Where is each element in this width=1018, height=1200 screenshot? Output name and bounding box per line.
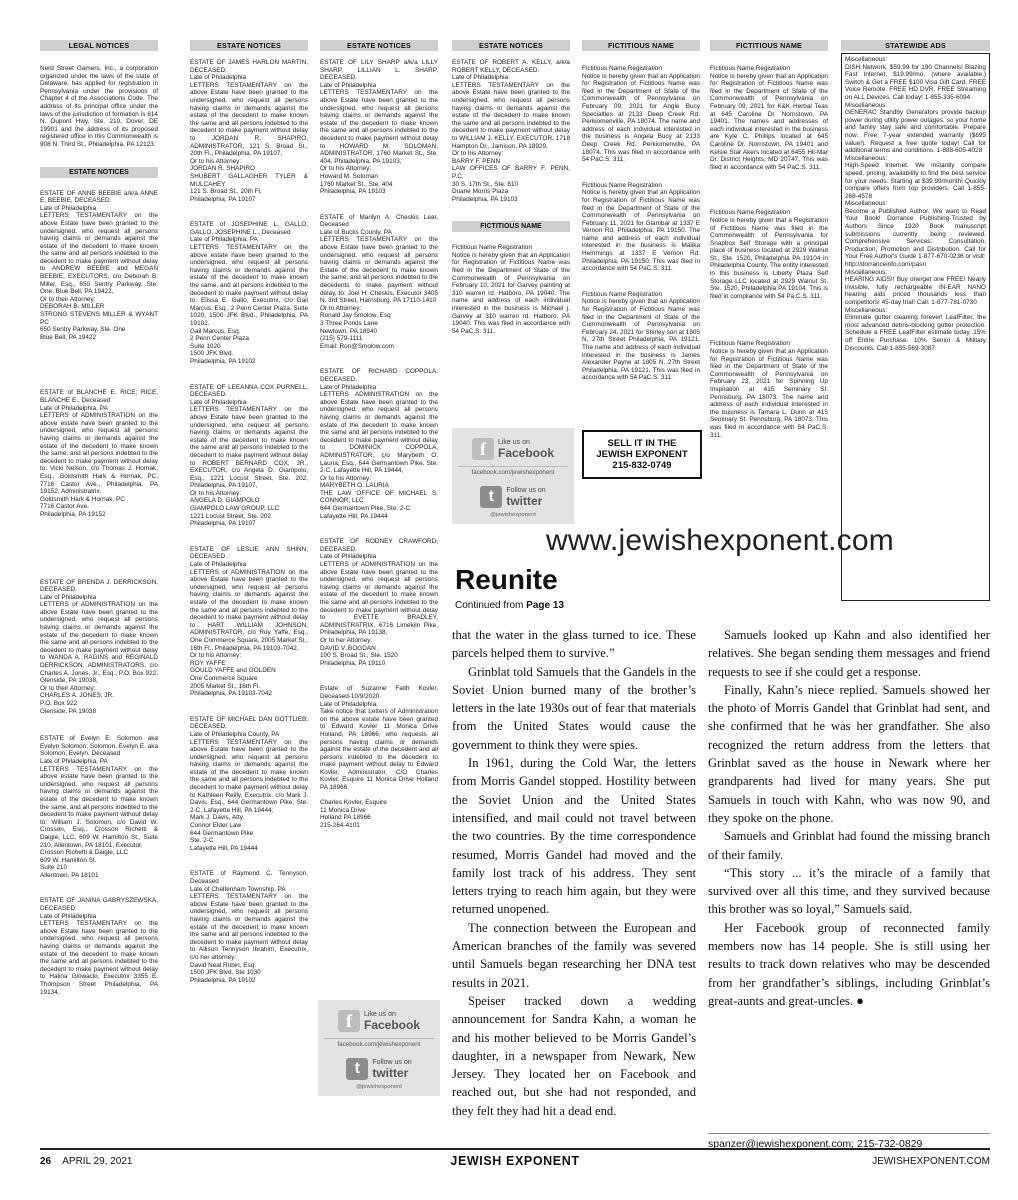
article-paragraph: In 1961, during the Cold War, the letters from Morris Gandel stopped. Hostility between the Soviet Union and the United States intensified, and mail could not travel between the two countries. By the time correspondence resumed, Morris Gandel had moved and the family lost track of his address. They sent letters trying to reach him again, but they were returned unopened. bbox=[452, 756, 696, 917]
estate-notice: ESTATE of Raymond C. Tennyson, Deceased Late of Cheltenham Township, PA LETTERS TESTAMENTARY on the above Estate have been granted to the undersigned, who request all persons having claims or demands against the estate of the decedent to make known the same and all persons indebted to the decedent to make payment without delay to Allison Tennyson Ibrahim, Executrix, c/o her attorney: David Neal Rubin, Esq. 1500 JFK Blvd. Ste 1030 Philadelphia, PA 19102 bbox=[190, 870, 308, 984]
estate-notice: ESTATE OF ROBERT A. KELLY, a/k/a ROBERT KELLY, DECEASED. Late of Philadelphia LETTERS TESTAMENTARY on the above Estate have been granted to the undersigned, who request all persons having claims or demands against the estate of the decedent to make known the same and all persons indebted to the decedent to make payment without delay to WILLIAM J. KELLY, EXECUTOR, 1718 Hampton Dr., Jamison, PA 18929, Or to his Attorney: BARRY F. PENN LAW OFFICES OF BARRY F. PENN, P.C. 30 S. 17th St., Ste. 810 Duane Morris Plaza Philadelphia, PA 19103 bbox=[452, 59, 570, 203]
statewide-ads-box bbox=[841, 53, 990, 601]
twitter-icon: t bbox=[346, 1058, 368, 1080]
estate-notice: ESTATE OF BRENDA J. DERRICKSON, DECEASED. Late of Philadelphia LETTERS of ADMINISTRATION on the above Estate have been granted to the undersigned, who request all persons having claims or demands against the estate of the decedent to make known the same and all persons indebted to the decedent to make payment without delay to WANDA A. RAGINS and REGINALD DERRICKSON, ADMINISTRATORS, c/o Charles A. Jones, Jr., Esq., P.O. Box 922, Glenside, PA 19038, Or to their Attorney: CHARLES A. JONES, JR. P.O. Box 922 Glenside, PA 19038 bbox=[40, 578, 158, 715]
statewide-ads-header: STATEWIDE ADS bbox=[841, 40, 990, 51]
fictitious-name-subheader: FICTITIOUS NAME bbox=[452, 221, 570, 232]
estate-notice: ESTATE of JOSEPHINE L. GALLO; GALLO, JOSEPHINE L., Deceased Late of Philadelphia, PA LETTERS TESTAMENTARY on the above estate have been granted to the undersigned, who request all persons having claims or demands against the estate of the decedent to make known the same, and all persons indebted to the decedent to make payment without delay to: Elissa E. Gallo, Executrix, c/o Gail Marcus, Esq., 2 Penn Center Plaza, Suite 1020, 1500 JFK Blvd., Philadelphia, PA 19102. Gail Marcus, Esq. 2 Penn Center Plaza Suite 1020 1500 JFK Blvd. Philadelphia, PA 19102 bbox=[190, 221, 308, 365]
twitter-label: twitter bbox=[506, 494, 543, 508]
like-us-label: Like us on bbox=[363, 1011, 396, 1018]
page-footer bbox=[40, 1148, 990, 1170]
twitter-promo[interactable] bbox=[458, 482, 568, 512]
follow-us-label: Follow us on bbox=[372, 1059, 412, 1066]
fictitious-notice: Fictitious Name Registration Notice is hereby given that an Application for Registration of Fictitious Name was filed in the Department of State of the Commonwealth of Pennsylvania on February 09, 2021 for K&K Herbal Teas at 645 Caroline Dr. Norristown, PA 19401. The names and addresses of each individual interested in the business are Kyle C. Phillips located at 645 Caroline Dr. Norristown, PA 19401 and Kelsie Star Akers located at 6455 Hil-Mar Dr. District Heights, MD 20747. This was filed in accordance with 54 PaC.S. 311. bbox=[710, 65, 828, 171]
article-paragraph: Speiser tracked down a wedding announcement for Sandra Kahn, a woman he and his mother believed to be Morris Gandel’s daughter, in a newspaper from Newark, New Jersey. They located her on Facebook and reached out, but she had not responded, and they felt they had hit a dead end. bbox=[452, 993, 696, 1118]
article-paragraph: that the water in the glass turned to ice. These parcels helped them to survive.” bbox=[452, 628, 696, 661]
fictitious-notice: Fictitious Name Registration Notice is hereby given that a Registration of Fictitious Name was filed in the Commonwealth of Pennsylvania for Snapbox Self Storage with a principal place of business located at 2929 Walnut St., Ste. 1520, Philadelphia PA 19104 in Philadelphia County. The entity interested in this business is Liberty Plaza Self Storage LLC located at 2929 Walnut St. Ste. 1520, Philadelphia PA 19104. This is filed in compliance with 54 Pa.C.S. 311. bbox=[710, 209, 828, 300]
social-ad bbox=[318, 1000, 440, 1096]
sell-line-2: JEWISH EXPONENT bbox=[596, 449, 688, 460]
column-legal bbox=[40, 40, 158, 1014]
article-column-right bbox=[708, 626, 990, 1010]
issue-date: APRIL 29, 2021 bbox=[62, 1156, 133, 1167]
social-ad bbox=[452, 428, 574, 524]
estate-notices-header: ESTATE NOTICES bbox=[190, 40, 308, 51]
article-paragraph: Grinblat told Samuels that the Gandels in the Soviet Union burned many of the brother’s letters in the late 1930s out of fear that materials from the United States would cause the government to think they were spies. bbox=[452, 664, 696, 752]
estate-notice: ESTATE OF LILY SHARP a/k/a LILLY SHARP, LILLIAN L. SHARP, DECEASED. Late of Philadelphia LETTERS TESTAMENTARY on the above Estate have been granted to the undersigned, who request all persons having claims or demands against the estate of the decedent to make known the same and all persons indebted to the decedent to make payment without delay to HOWARD M. SOLOMAN, ADMINISTRATOR, 1760 Market St., Ste. 404, Philadelphia, PA 19103, Or to his Attorney: Howard M. Soloman 1760 Market St., Ste. 404 Philadelphia, PA 19103 bbox=[320, 59, 438, 196]
twitter-icon: t bbox=[480, 486, 502, 508]
fictitious-notice: Fictitious Name Registration Notice is hereby given that an Application for Registration of Fictitious Name was filed in the Department of State of the Commonwealth of Pennsylvania on February 23, 2021 for Spinning Up Inspiration at 415 Seminary St. Pennsburg, PA 18073. The name and address of each individual interested in the business is Tamara L. Dunn at 415 Seminary St. Pennsburg, PA 18073. This was filed in accordance with 54 PaC.S. 311. bbox=[710, 340, 828, 439]
estate-notice: ESTATE of Marilyn A. Cheskis Lear, Deceased Late of Bucks County, PA LETTERS TESTAMENTARY on the above Estate have been granted to the undersigned, who request all persons having claims or demands against the Estate of the decedent to make known the same, and all persons indebted to the decedents to make payment without delay, to: Joel H. Cheskis, Executor 3405 N. 3rd Street, Harrisburg, PA 17110-1410 Or to Attorney: Ronald Jay Smolow, Esq 3 Three Ponds Lane Newtown, PA 18940 (215) 579-1111 Email: Ron@Smolow.com bbox=[320, 213, 438, 350]
column-fictitious-5 bbox=[582, 40, 700, 400]
estate-notice: ESTATE OF JAMES HARLON MARTIN, DECEASED. Late of Philadelphia LETTERS TESTAMENTARY on the above Estate have been granted to the undersigned, who request all persons having claims or demands against the estate of the decedent to make known the same and all persons indebted to the decedent to make payment without delay to JORDAN R. SHAPIRO, ADMINISTRATOR, 121 S. Broad St., 20th Fl., Philadelphia, PA 19107, Or to his Attorney: JORDAN R. SHAPIRO SHUBERT GALLAGHER TYLER & MULCAHEY 121 S. Broad St., 20th Fl. Philadelphia, PA 19107 bbox=[190, 59, 308, 203]
masthead: JEWISH EXPONENT bbox=[450, 1154, 580, 1168]
continued-page: Page 13 bbox=[526, 600, 564, 611]
continued-prefix: Continued from bbox=[455, 600, 527, 611]
column-estate-4 bbox=[452, 40, 570, 353]
column-estate-2 bbox=[190, 40, 308, 1002]
footer-site[interactable]: JEWISHEXPONENT.COM bbox=[872, 1156, 990, 1167]
estate-notices-subheader: ESTATE NOTICES bbox=[40, 167, 158, 178]
article-paragraph: The connection between the European and American branches of the family was severed until Samuels began researching her DNA test results in 2021. bbox=[452, 920, 696, 990]
facebook-promo[interactable] bbox=[324, 1006, 434, 1036]
twitter-handle[interactable]: @jewishexponent bbox=[490, 512, 536, 518]
twitter-promo[interactable] bbox=[324, 1054, 434, 1084]
twitter-label: twitter bbox=[372, 1066, 409, 1080]
estate-notice: ESTATE of Evelyn E. Solomon aka Evelyn Solomon; Solomon, Evelyn E. aka Solomon, Evelyn, Deceased Late of Philadelphia, PA LETTERS TESTAMENTARY on the above estate have been granted to the undersigned, who request all persons having claims or demands against the estate of the decedent to make known the same, and all persons indebted to the decedent to make payment without delay to: William J. Solomon, c/o David W. Crosson, Esq., Crosson Richetti & Daigle, LLC, 609 W. Hamilton St., Suite 210, Allentown, PA 18101, Executor. Crosson Richetti & Daigle, LLC 609 W. Hamilton St. Suite 210 Allentown, PA 18101 bbox=[40, 735, 158, 879]
fictitious-name-header: FICTITIOUS NAME bbox=[710, 40, 828, 51]
follow-us-label: Follow us on bbox=[506, 487, 546, 494]
estate-notices-header: ESTATE NOTICES bbox=[320, 40, 438, 51]
estate-notice: ESTATE OF MICHAEL DAN GOTTLIEB, DECEASED. Late of Philadelphia County, PA LETTERS TESTAMENTARY on the above Estate have been granted to the undersigned, who request all persons having claims or demands against the estate of the decedent to make known the same and all persons indebted to the decedent to make payment without delay to Kathleen Reilly, Executrix, c/o Mark J. Davis, Esq., 644 Germantown Pike, Ste. 2-C, Lafayette Hill, PA 19444; Mark J. Davis, Atty. Connor Elder Law 644 Germantown Pike Ste. 2-C Lafayette Hill, PA 19444 bbox=[190, 715, 308, 852]
estate-notice: ESTATE OF ANNE BEEBIE a/k/a ANNE E. BEEBIE, DECEASED. Late of Philadelphia LETTERS TESTAMENTARY on the above Estate have been granted to the undersigned, who request all persons having claims or demands against the estate of the decedent to make known the same and all persons indebted to the decedent to make payment without delay to ANDREW BEEBIE and MEGAN BEEBIE, EXECUTORS, c/o Deborah B. Miller, Esq., 650 Sentry Parkway, Ste. One, Blue Bell, PA 19422, Or to their Attorney: DEBORAH B. MILLER STRONG STEVENS MILLER & WYANT PC 650 Sentry Parkway, Ste. One Blue Bell, PA 19422 bbox=[40, 189, 158, 341]
column-estate-3 bbox=[320, 40, 438, 848]
facebook-url[interactable]: facebook.com/jewishexponent bbox=[324, 1038, 434, 1048]
facebook-promo[interactable] bbox=[458, 434, 568, 464]
continued-from bbox=[455, 600, 564, 611]
sell-line-1: SELL IT IN THE bbox=[607, 438, 677, 449]
sell-phone[interactable]: 215-832-0749 bbox=[612, 460, 672, 471]
like-us-label: Like us on bbox=[497, 439, 530, 446]
article-paragraph: Her Facebook group of reconnected family members now has 14 people. She is still using her results to track down relatives who may be descended from her grandfather’s siblings, including Grinblat’s great-aunts and great-uncles. ● bbox=[708, 920, 990, 1008]
facebook-icon: f bbox=[338, 1010, 360, 1032]
twitter-handle[interactable]: @jewishexponent bbox=[356, 1084, 402, 1090]
article-paragraph: Finally, Kahn’s niece replied. Samuels showed her the photo of Morris Gandel that Grinblat had sent, and she confirmed that he was her grandfather. She also recognized the return address from the letters that Grinblat saved as the house in Newark where her grandparents had lived for many years. She put Samuels in touch with Kahn, who was now 90, and they spoke on the phone. bbox=[708, 682, 990, 825]
fictitious-notice: Fictitious Name Registration Notice is hereby given that an Application for Registration of Fictitious Name was filed in the Department of State of the Commonwealth of Pennsylvania on February 10, 2021 for Garvey painting at 310 warren rd. Hatboro, PA 19040. The name and address of each individual interested in the business is Michael j. Garvey at 310 warren rd. Hatboro, PA 19040. This was filed in accordance with 54 PaC.S. 311. bbox=[452, 244, 570, 335]
facebook-url[interactable]: facebook.com/jewishexponent bbox=[458, 466, 568, 476]
estate-notice: ESTATE of BLANCHE E. RICE; RICE, BLANCHE E., Deceased Late of Philadelphia, PA LETTERS of ADMINISTRATION on the above estate have been granted to the undersigned, who request all persons having claims or demands against the estate of the decedent to make known the same, and all persons indebted to the decedent to make payment without delay to: Vicki Nelson, c/o Thomas J. Hornak, Esq., Goldsmith Hark & Hornak, PC, 7716 Castor Ave., Philadelphia, PA 19152, Administratrix. Goldsmith Hark & Hornak, PC 7716 Castor Ave. Philadelphia, PA 19152 bbox=[40, 389, 158, 518]
sell-it-ad bbox=[582, 430, 702, 479]
estate-notice: ESTATE OF LESLIE ANN SHINN, DECEASED. Late of Philadelphia LETTERS of ADMINISTRATION on the above Estate have been granted to the undersigned, who request all persons having claims or demands against the estate of the decedent to make known the same and all persons indebted to the decedent to make payment without delay to HART WILLIAM JOHNSON, ADMINISTRATOR, c/o Roy Yaffe, Esq., One Commerce Square, 2005 Market St., 16th Fl., Philadelphia, PA 19103-7042, Or to his Attorney: ROY YAFFE GOULD YAFFE and GOLDEN One Commerce Square 2005 Market St., 16th Fl. Philadelphia, PA 19103-7042 bbox=[190, 545, 308, 698]
estate-notice: ESTATE OF JANINA GABRYSZEWSKA, DECEASED Late of Philadelphia LETTERS TESTAMENTARY on the above Estate have been granted to the undersigned, who request all persons having claims or demands against the estate of the decedent to make known the same and all persons indebted to the decedent to make payment without delay to Halina Glowacki, Executrix 3355 E. Thompson Street Philadelphia, PA 19134. bbox=[40, 897, 158, 996]
article-title: Reunite bbox=[455, 564, 558, 595]
article-paragraph: Samuels looked up Kahn and also identified her relatives. She began sending them messages and friend requests to see if she could get a response. bbox=[708, 628, 990, 679]
estate-notices-header: ESTATE NOTICES bbox=[452, 40, 570, 51]
website-banner[interactable]: www.jewishexponent.com bbox=[546, 524, 894, 557]
page-number: 26 bbox=[40, 1156, 52, 1167]
facebook-label: Facebook bbox=[497, 446, 554, 460]
fictitious-notice: Fictitious Name Registration Notice is hereby given that an Application for Registration of Fictitious Name was filed in the Department of State of the Commonwealth of Pennsylvania on February 11, 2021 for Glambar at 1337 E Vernon Rd. Philadelphia, PA 19150. The name and address of each individual interested in the business is Malika Hemmings at 1337 E Vernon Rd. Philadelphia, PA 19150. This was filed in accordance with 54 PaC.S. 311. bbox=[582, 181, 700, 273]
estate-notice: ESTATE OF RICHARD COPPOLA, DECEASED. Late of Philadelphia LETTERS ADMINISTRATION on the above Estate have been granted to the undersigned, who request all persons having claims or demands against the estate of the decedent to make known the same and all persons indebted to the decedent to make payment without delay to DOMINICK COPPOLA, ADMINISTRATOR, c/o Marybeth O. Lauria, Esq., 644 Germantown Pike, Ste. 2-C, Lafayette Hill, PA 19444, Or to his Attorney: MARYBETH O. LAURIA THE LAW OFFICE OF MICHAEL S. CONNOR, LLC 644 Germantown Pike, Ste. 2-C Lafayette Hill, PA 19444 bbox=[320, 368, 438, 520]
article-column-left bbox=[452, 626, 696, 1120]
fictitious-notice: Fictitious Name Registration Notice is hereby given that an Application for Registration of Fictitious Name was filed in the Department of State of the Commonwealth of Pennsylvania on February 24, 2021 for Shirley son at 1805 N. 27th Street Philadelphia, PA 19121. The name and address of each individual interested in the business is James Alexander Payne at 1805 N. 27th Street Philadelphia, PA 19121. This was filed in accordance with 54 PaC.S. 311. bbox=[582, 290, 700, 382]
estate-notice: Estate of Suzanne Faith Kovler, Deceased-10/9/2020 Late of Philadelphia. Take notice that Letters of Administration on the above estate have been granted to Edward Kovler 11 Monica Drive Holland, PA 18966, who requests all persons having claims or demands against the estate of the decedent and all persons indebted to the decedent to make payment without delay to Edward Kovler, Administrator, C/O Charles Kovler, Esquire 11 Monica Drive Holland PA 18966. Charles Kovler, Esquire 11 Monica Drive Holland PA 18966 215-264-4101 bbox=[320, 685, 438, 830]
article-paragraph: Samuels and Grinblat had found the missing branch of their family. bbox=[708, 829, 990, 862]
fictitious-name-header: FICTITIOUS NAME bbox=[582, 40, 700, 51]
legal-notices-header: LEGAL NOTICES bbox=[40, 40, 158, 51]
facebook-label: Facebook bbox=[363, 1018, 420, 1032]
estate-notice: ESTATE OF RODNEY CRAWFORD, DECEASED. Late of Philadelphia LETTERS of ADMINISTRATION on the above Estate have been granted to the undersigned, who request all persons having claims or demands against the estate of the decedent to make known the same and all persons indebted to the decedent to make payment without delay to EVETTE BRADLEY, ADMINISTRATRIX, 6716 Limekiln Pike, Philadelphia, PA 19138, Or to her Attorney: DAVID V. BOGDAN 100 S. Broad St., Ste. 1520 Philadelphia, PA 19110 bbox=[320, 538, 438, 667]
fictitious-notice: Fictitious Name Registration Notice is hereby given that an Application for Registration of Fictitious Name was filed in the Department of State of the Commonwealth of Pennsylvania on February 09, 2021 for Angle Bucy Specialties at 2133 Deep Creek Rd. Perkiomenville, PA 18074. The name and address of each individual interested in the business is Angela Bucy at 2133 Deep Creek Rd. Perkiomenville, PA 18074. This was filed in accordance with 54 PaC.S. 311. bbox=[582, 65, 700, 164]
column-fictitious-6 bbox=[710, 40, 828, 457]
facebook-icon: f bbox=[472, 438, 494, 460]
article-paragraph: “This story ... it’s the miracle of a family that survived over all this time, and they survived because this brother was so loyal,” Samuels said. bbox=[708, 865, 990, 917]
legal-notice: Nerd Street Gamers, Inc., a corporation organized under the laws of the state of Delaware, has applied for registration in Pennsylvania under the provisions of Chapter 4 of the Associations Code. The address of its principal office under the laws of the jurisdiction of formation is 614 N. Dupont Hwy, Ste. 210, Dover, DE 19901 and the address of its proposed registered office in this Commonwealth is 908 N. Third St., Philadelphia, PA 12123. bbox=[40, 65, 158, 148]
statewide-ads-text: Miscellaneous: DISH Network. $59.99 for 190 Channels! Blazing Fast Internet, $19.99/mo. (where available.) Switch & Get a FREE $100 Visa Gift Card. FREE Voice Remote. FREE HD DVR. FREE Streaming on ALL Devices. Call today! 1-855-335-6094 Miscellaneous: GENERAC Standby Generators provide backup power during utility power outages, so your home and family stay safe and comfortable. Prepare now. Free 7-year extended warranty ($695 value!). Request a free quote today! Call for additional terms and conditions. 1-888-605-4028 Miscellaneous: High-Speed Internet. We instantly compare speed, pricing, availability to find the best service for your needs. Starting at $39.99/month! Quickly compare offers from top providers. Call 1-855-268-4578 Miscellaneous: Become a Published Author. We want to Read Your Book! Dorrance Publishing-Trusted by Authors Since 1920 Book manuscript submissions currently being reviewed. Comprehensive Services: Consultation, Production, Promotion and Distribution. Call for Your Free Author's Guide 1-877-670-0236 or visit: http://dorranceinfo.com/pasn Miscellaneous: HEARING AIDS!! Buy one/get one FREE! Nearly invisible, fully rechargeable IN-EAR NANO hearing aids priced thousands less than competitors! 45-day trial! Call: 1-877-781-0730 Miscellaneous: Eliminate gutter cleaning forever! LeafFilter, the most advanced debris-blocking gutter protection. Schedule a FREE LeafFilter estimate today. 15% off Entire Purchase. 10% Senior & Military Discounts. Call 1-855-569-3087 bbox=[845, 56, 986, 352]
estate-notice: ESTATE OF LEEANNA COX PURNELL, DECEASED. Late of Philadelphia LETTERS TESTAMENTARY on the above Estate have been granted to the undersigned, who request all persons having claims or demands against the estate of the decedent to make known the same and all persons indebted to the decedent to make payment without delay to ROBERT BERNARD COX, JR., EXECUTOR, c/o Angela D. Giampolo, Esq., 1221 Locust Street, Ste. 202, Philadelphia, PA 19107, Or to his Attorney: ANGELA D. GIAMPOLO GIAMPOLO LAW GROUP, LLC 1221 Locust Street, Ste. 202 Philadelphia, PA 19107 bbox=[190, 383, 308, 528]
author-contact[interactable]: spanzer@jewishexponent.com; 215-732-0829 bbox=[708, 1133, 990, 1150]
